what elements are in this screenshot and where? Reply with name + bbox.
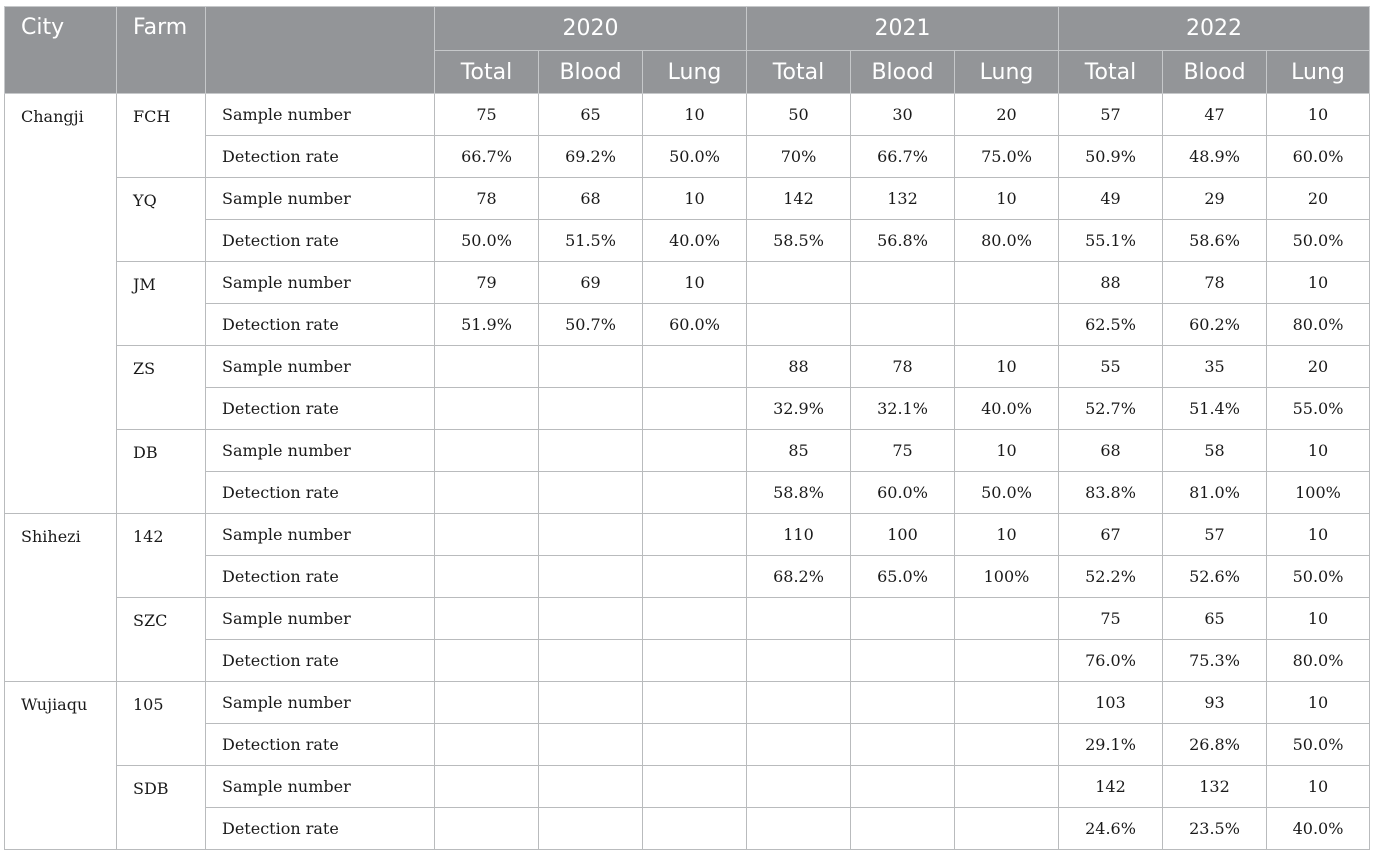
value-cell xyxy=(435,682,539,724)
value-cell: 10 xyxy=(643,178,747,220)
value-cell xyxy=(747,640,851,682)
value-cell: 60.0% xyxy=(851,472,955,514)
value-cell xyxy=(435,472,539,514)
value-cell: 132 xyxy=(1163,766,1267,808)
farm-cell: ZS xyxy=(117,346,206,430)
value-cell xyxy=(539,766,643,808)
value-cell xyxy=(747,808,851,850)
value-cell: 50.0% xyxy=(955,472,1059,514)
value-cell xyxy=(851,598,955,640)
metric-label: Detection rate xyxy=(206,304,435,346)
metric-label: Sample number xyxy=(206,178,435,220)
header-year-2020: 2020 xyxy=(435,7,747,51)
value-cell: 68 xyxy=(539,178,643,220)
detection-table xyxy=(4,6,1370,850)
metric-label: Detection rate xyxy=(206,220,435,262)
table-row xyxy=(5,598,1370,640)
value-cell: 47 xyxy=(1163,94,1267,136)
metric-label: Detection rate xyxy=(206,724,435,766)
value-cell: 75.3% xyxy=(1163,640,1267,682)
header-2020-lung: Lung xyxy=(643,51,747,94)
value-cell: 10 xyxy=(955,514,1059,556)
value-cell: 79 xyxy=(435,262,539,304)
value-cell xyxy=(643,598,747,640)
metric-label: Sample number xyxy=(206,430,435,472)
metric-label: Detection rate xyxy=(206,808,435,850)
table-row xyxy=(5,472,1370,514)
value-cell: 10 xyxy=(1267,598,1370,640)
header-year-2022: 2022 xyxy=(1059,7,1370,51)
farm-cell: FCH xyxy=(117,94,206,178)
value-cell xyxy=(955,682,1059,724)
value-cell xyxy=(435,514,539,556)
value-cell xyxy=(955,304,1059,346)
value-cell xyxy=(643,430,747,472)
value-cell xyxy=(435,724,539,766)
value-cell: 10 xyxy=(955,430,1059,472)
value-cell: 40.0% xyxy=(955,388,1059,430)
value-cell xyxy=(643,514,747,556)
value-cell: 100 xyxy=(851,514,955,556)
value-cell: 67 xyxy=(1059,514,1163,556)
value-cell: 20 xyxy=(1267,346,1370,388)
value-cell xyxy=(643,388,747,430)
table-row xyxy=(5,346,1370,388)
farm-cell: SDB xyxy=(117,766,206,850)
header-2020-total: Total xyxy=(435,51,539,94)
value-cell xyxy=(539,346,643,388)
value-cell: 58.5% xyxy=(747,220,851,262)
table-row xyxy=(5,388,1370,430)
value-cell xyxy=(539,808,643,850)
value-cell: 110 xyxy=(747,514,851,556)
city-cell: Changji xyxy=(5,94,117,514)
value-cell: 142 xyxy=(747,178,851,220)
value-cell: 58.8% xyxy=(747,472,851,514)
value-cell xyxy=(851,766,955,808)
value-cell: 58.6% xyxy=(1163,220,1267,262)
value-cell: 10 xyxy=(955,178,1059,220)
value-cell: 81.0% xyxy=(1163,472,1267,514)
value-cell xyxy=(435,808,539,850)
value-cell xyxy=(851,808,955,850)
value-cell: 60.0% xyxy=(643,304,747,346)
farm-cell: 142 xyxy=(117,514,206,598)
header-2022-blood: Blood xyxy=(1163,51,1267,94)
value-cell: 100% xyxy=(1267,472,1370,514)
value-cell xyxy=(539,598,643,640)
table-row xyxy=(5,136,1370,178)
value-cell: 55.1% xyxy=(1059,220,1163,262)
value-cell: 88 xyxy=(1059,262,1163,304)
city-cell: Shihezi xyxy=(5,514,117,682)
metric-label: Detection rate xyxy=(206,388,435,430)
metric-label: Detection rate xyxy=(206,136,435,178)
metric-label: Sample number xyxy=(206,346,435,388)
value-cell: 29.1% xyxy=(1059,724,1163,766)
value-cell: 80.0% xyxy=(955,220,1059,262)
value-cell xyxy=(435,640,539,682)
value-cell: 57 xyxy=(1163,514,1267,556)
value-cell: 30 xyxy=(851,94,955,136)
value-cell: 10 xyxy=(643,262,747,304)
value-cell: 10 xyxy=(1267,94,1370,136)
value-cell xyxy=(643,682,747,724)
value-cell: 26.8% xyxy=(1163,724,1267,766)
data-table-container xyxy=(4,6,1369,850)
value-cell: 75 xyxy=(1059,598,1163,640)
value-cell xyxy=(851,724,955,766)
value-cell xyxy=(539,556,643,598)
value-cell: 60.0% xyxy=(1267,136,1370,178)
value-cell: 50.0% xyxy=(643,136,747,178)
value-cell: 51.9% xyxy=(435,304,539,346)
value-cell: 78 xyxy=(851,346,955,388)
value-cell xyxy=(851,262,955,304)
value-cell: 55.0% xyxy=(1267,388,1370,430)
metric-label: Sample number xyxy=(206,514,435,556)
value-cell: 29 xyxy=(1163,178,1267,220)
table-row xyxy=(5,766,1370,808)
value-cell: 65.0% xyxy=(851,556,955,598)
value-cell: 76.0% xyxy=(1059,640,1163,682)
value-cell: 50.0% xyxy=(1267,556,1370,598)
value-cell: 88 xyxy=(747,346,851,388)
value-cell xyxy=(643,640,747,682)
value-cell: 20 xyxy=(955,94,1059,136)
table-header xyxy=(5,7,1370,94)
value-cell xyxy=(747,262,851,304)
value-cell: 40.0% xyxy=(1267,808,1370,850)
value-cell xyxy=(747,682,851,724)
table-row xyxy=(5,94,1370,136)
value-cell xyxy=(435,556,539,598)
value-cell: 50.0% xyxy=(1267,724,1370,766)
value-cell xyxy=(539,682,643,724)
value-cell: 32.1% xyxy=(851,388,955,430)
value-cell xyxy=(851,682,955,724)
value-cell: 66.7% xyxy=(851,136,955,178)
value-cell: 48.9% xyxy=(1163,136,1267,178)
value-cell: 66.7% xyxy=(435,136,539,178)
value-cell: 83.8% xyxy=(1059,472,1163,514)
value-cell: 75 xyxy=(851,430,955,472)
value-cell xyxy=(955,766,1059,808)
metric-label: Detection rate xyxy=(206,472,435,514)
value-cell xyxy=(539,472,643,514)
value-cell: 51.4% xyxy=(1163,388,1267,430)
metric-label: Sample number xyxy=(206,262,435,304)
metric-label: Detection rate xyxy=(206,640,435,682)
value-cell xyxy=(435,430,539,472)
table-row xyxy=(5,682,1370,724)
value-cell: 10 xyxy=(955,346,1059,388)
value-cell: 57 xyxy=(1059,94,1163,136)
metric-label: Sample number xyxy=(206,94,435,136)
value-cell xyxy=(955,640,1059,682)
value-cell: 52.6% xyxy=(1163,556,1267,598)
value-cell xyxy=(539,514,643,556)
value-cell: 142 xyxy=(1059,766,1163,808)
value-cell: 60.2% xyxy=(1163,304,1267,346)
table-row xyxy=(5,178,1370,220)
value-cell: 10 xyxy=(1267,262,1370,304)
value-cell: 20 xyxy=(1267,178,1370,220)
value-cell: 80.0% xyxy=(1267,640,1370,682)
value-cell: 50.0% xyxy=(1267,220,1370,262)
value-cell: 10 xyxy=(1267,430,1370,472)
value-cell xyxy=(851,304,955,346)
value-cell xyxy=(955,262,1059,304)
value-cell: 52.2% xyxy=(1059,556,1163,598)
value-cell: 35 xyxy=(1163,346,1267,388)
value-cell xyxy=(539,388,643,430)
value-cell xyxy=(643,556,747,598)
value-cell: 55 xyxy=(1059,346,1163,388)
header-2021-total: Total xyxy=(747,51,851,94)
table-row xyxy=(5,514,1370,556)
value-cell xyxy=(539,430,643,472)
table-row xyxy=(5,556,1370,598)
value-cell: 23.5% xyxy=(1163,808,1267,850)
farm-cell: JM xyxy=(117,262,206,346)
value-cell: 78 xyxy=(435,178,539,220)
value-cell: 52.7% xyxy=(1059,388,1163,430)
value-cell: 85 xyxy=(747,430,851,472)
value-cell: 10 xyxy=(1267,514,1370,556)
value-cell: 75.0% xyxy=(955,136,1059,178)
value-cell xyxy=(955,724,1059,766)
value-cell: 132 xyxy=(851,178,955,220)
header-2021-blood: Blood xyxy=(851,51,955,94)
value-cell xyxy=(643,724,747,766)
header-2022-total: Total xyxy=(1059,51,1163,94)
value-cell: 100% xyxy=(955,556,1059,598)
value-cell xyxy=(643,472,747,514)
value-cell: 40.0% xyxy=(643,220,747,262)
value-cell: 80.0% xyxy=(1267,304,1370,346)
value-cell: 10 xyxy=(1267,766,1370,808)
metric-label: Sample number xyxy=(206,682,435,724)
header-2021-lung: Lung xyxy=(955,51,1059,94)
value-cell xyxy=(851,640,955,682)
value-cell: 68.2% xyxy=(747,556,851,598)
value-cell: 62.5% xyxy=(1059,304,1163,346)
value-cell: 49 xyxy=(1059,178,1163,220)
value-cell xyxy=(747,766,851,808)
value-cell: 58 xyxy=(1163,430,1267,472)
header-city: City xyxy=(5,7,117,94)
value-cell: 50.9% xyxy=(1059,136,1163,178)
value-cell: 50.7% xyxy=(539,304,643,346)
metric-label: Sample number xyxy=(206,598,435,640)
header-2022-lung: Lung xyxy=(1267,51,1370,94)
table-row xyxy=(5,640,1370,682)
table-row xyxy=(5,430,1370,472)
value-cell: 56.8% xyxy=(851,220,955,262)
header-2020-blood: Blood xyxy=(539,51,643,94)
value-cell xyxy=(747,304,851,346)
header-year-2021: 2021 xyxy=(747,7,1059,51)
table-body xyxy=(5,94,1370,850)
value-cell: 70% xyxy=(747,136,851,178)
value-cell: 51.5% xyxy=(539,220,643,262)
table-row xyxy=(5,304,1370,346)
value-cell: 65 xyxy=(1163,598,1267,640)
value-cell xyxy=(643,346,747,388)
value-cell: 50.0% xyxy=(435,220,539,262)
value-cell xyxy=(747,724,851,766)
header-metric-blank xyxy=(206,7,435,94)
table-row xyxy=(5,724,1370,766)
value-cell xyxy=(539,724,643,766)
value-cell xyxy=(435,346,539,388)
value-cell: 24.6% xyxy=(1059,808,1163,850)
value-cell: 65 xyxy=(539,94,643,136)
metric-label: Detection rate xyxy=(206,556,435,598)
value-cell: 10 xyxy=(643,94,747,136)
value-cell: 93 xyxy=(1163,682,1267,724)
value-cell: 69.2% xyxy=(539,136,643,178)
value-cell: 50 xyxy=(747,94,851,136)
metric-label: Sample number xyxy=(206,766,435,808)
value-cell xyxy=(955,598,1059,640)
value-cell xyxy=(539,640,643,682)
value-cell xyxy=(643,766,747,808)
value-cell: 10 xyxy=(1267,682,1370,724)
farm-cell: 105 xyxy=(117,682,206,766)
header-farm: Farm xyxy=(117,7,206,94)
table-row xyxy=(5,262,1370,304)
table-row xyxy=(5,220,1370,262)
value-cell: 32.9% xyxy=(747,388,851,430)
value-cell xyxy=(955,808,1059,850)
value-cell xyxy=(643,808,747,850)
value-cell xyxy=(747,598,851,640)
value-cell xyxy=(435,388,539,430)
value-cell xyxy=(435,766,539,808)
farm-cell: SZC xyxy=(117,598,206,682)
value-cell: 75 xyxy=(435,94,539,136)
value-cell: 78 xyxy=(1163,262,1267,304)
value-cell xyxy=(435,598,539,640)
value-cell: 68 xyxy=(1059,430,1163,472)
table-row xyxy=(5,808,1370,850)
city-cell: Wujiaqu xyxy=(5,682,117,850)
value-cell: 103 xyxy=(1059,682,1163,724)
farm-cell: YQ xyxy=(117,178,206,262)
value-cell: 69 xyxy=(539,262,643,304)
farm-cell: DB xyxy=(117,430,206,514)
